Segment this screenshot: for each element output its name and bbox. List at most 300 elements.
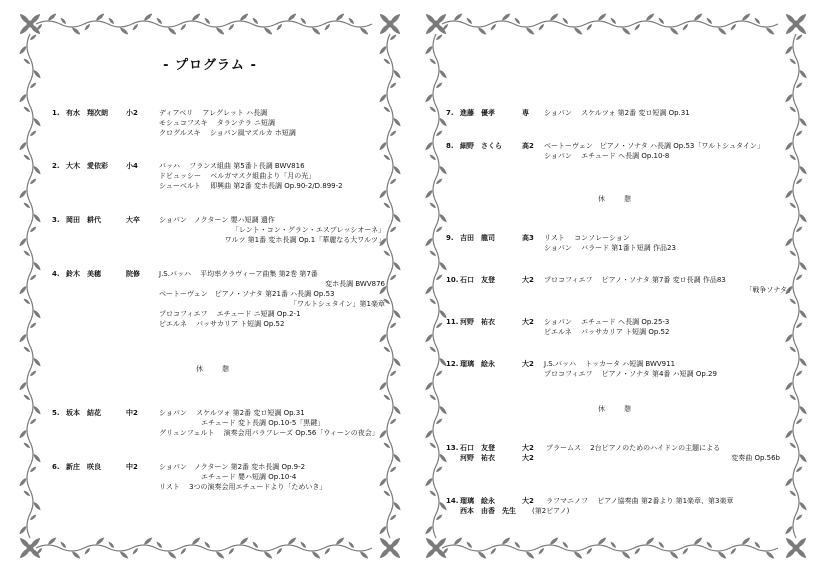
vine-leaf [156, 17, 163, 25]
program-entry-13 [446, 443, 796, 465]
vine-leaf [789, 58, 797, 65]
vine-leaf [383, 250, 391, 257]
vine-leaf [28, 22, 41, 35]
vine-leaf [501, 536, 511, 546]
vine-leaf [388, 536, 401, 549]
vine-leaf [392, 117, 402, 127]
vine-leaf [32, 357, 42, 367]
vine-leaf [429, 58, 437, 65]
piece-line: エチュード 変ト長調 Op.10-5「黒鍵」 [201, 419, 325, 427]
vine-leaf [23, 154, 31, 161]
vine-leaf [60, 17, 67, 25]
performer-grade: 専 [522, 109, 529, 117]
vine-leaf [378, 333, 388, 343]
vine-leaf [435, 514, 443, 521]
vine-leaf [730, 23, 737, 31]
vine-leaf [645, 12, 655, 22]
vine-leaf [335, 536, 345, 546]
vine-leaf [438, 261, 448, 271]
vine-leaf [784, 477, 794, 487]
performer-grade: 大2 [522, 318, 534, 326]
right-program-page [422, 4, 810, 568]
piece-list [546, 443, 780, 463]
program-entry-6 [52, 462, 392, 494]
vine-leaf [263, 550, 273, 560]
vine-leaf [435, 322, 443, 329]
entry-number: 5. [52, 409, 60, 417]
vine-leaf [645, 536, 655, 546]
piece-line: ショパン ノクターン 第2番 変ホ長調 Op.9-2 [159, 463, 306, 471]
vine-leaf [424, 12, 437, 25]
vine-leaf [95, 536, 105, 546]
vine-leaf [798, 453, 808, 463]
vine-leaf [378, 525, 388, 535]
piece-line: ピエルネ パッサカリア ト短調 Op.52 [159, 320, 285, 328]
vine-leaf [434, 22, 447, 35]
performer-name: 石口 友登 [460, 276, 495, 284]
piece-list [544, 317, 784, 337]
vine-leaf [424, 189, 434, 199]
vine-leaf [263, 26, 273, 36]
vine-leaf [383, 154, 391, 161]
vine-leaf [754, 17, 761, 25]
vine-leaf [392, 213, 402, 223]
vine-leaf [143, 12, 153, 22]
piece-line: J.S.バッハ トッカータ ハ短調 BWV911 [544, 360, 676, 368]
performer-name: 鈴木 美穂 [66, 270, 101, 278]
piece-line: プロコフィエフ エチュード ニ短調 Op.2-1 [159, 310, 301, 318]
vine-leaf [388, 12, 401, 25]
vine-leaf [784, 429, 794, 439]
performer-name: 瑠璃 絵永 [460, 497, 495, 505]
piece-list [159, 269, 385, 329]
performer-grade: 中2 [126, 409, 138, 417]
performer-name: 坂本 結花 [66, 409, 101, 417]
vine-leaf [108, 541, 115, 549]
vine-leaf [634, 23, 641, 31]
vine-leaf [610, 17, 617, 25]
vine-leaf [434, 12, 447, 25]
vine-leaf [794, 22, 807, 35]
vine-leaf [789, 394, 797, 401]
vine-leaf [424, 141, 434, 151]
vine-leaf [573, 26, 583, 36]
vine-leaf [424, 546, 437, 559]
vine-leaf [156, 541, 163, 549]
vine-leaf [538, 23, 545, 31]
vine-leaf [717, 26, 727, 36]
vine-leaf [754, 541, 761, 549]
piece-line: 変ホ長調 BWV876 [325, 280, 385, 288]
vine-stem [442, 21, 778, 27]
vine-leaf [741, 12, 751, 22]
entry-number: 11. [446, 318, 459, 326]
vine-leaf [18, 536, 31, 549]
vine-leaf [682, 547, 689, 555]
vine-leaf [392, 309, 402, 319]
vine-leaf [204, 541, 211, 549]
performer-grade: 大2 [522, 276, 534, 284]
piece-line: ショパン ノクターン 嬰ハ短調 遺作 [159, 216, 275, 224]
vine-leaf [798, 357, 808, 367]
vine-leaf [18, 429, 28, 439]
vine-leaf [239, 12, 249, 22]
vine-leaf [191, 536, 201, 546]
vine-leaf [348, 17, 355, 25]
vine-leaf [84, 547, 91, 555]
vine-leaf [18, 93, 28, 103]
intermission-label: 休 憩 [196, 365, 235, 373]
vine-leaf [784, 12, 797, 25]
vine-leaf [434, 536, 447, 549]
performer-name: 新庄 咲良 [66, 463, 101, 471]
entry-number: 8. [446, 142, 454, 150]
vine-leaf [424, 429, 434, 439]
vine-leaf [706, 541, 713, 549]
piece-line: ショパン スケルツォ 第2番 変ロ短調 Op.31 [544, 109, 690, 117]
vine-leaf [383, 202, 391, 209]
vine-leaf [525, 26, 535, 36]
vine-leaf [784, 536, 797, 549]
vine-leaf [784, 189, 794, 199]
entry-number: 10. [446, 276, 459, 284]
vine-leaf [29, 514, 37, 521]
vine-leaf [71, 550, 81, 560]
vine-leaf [392, 165, 402, 175]
vine-leaf [795, 322, 803, 329]
vine-leaf [621, 26, 631, 36]
vine-leaf [18, 525, 28, 535]
vine-leaf [424, 333, 434, 343]
vine-leaf [32, 453, 42, 463]
vine-leaf [424, 22, 437, 35]
teacher-name: 西本 由香 先生 [460, 507, 516, 515]
vine-leaf [378, 93, 388, 103]
vine-leaf [32, 501, 42, 511]
vine-leaf [108, 17, 115, 25]
entry-number: 4. [52, 270, 60, 278]
vine-leaf [789, 202, 797, 209]
vine-leaf [438, 405, 448, 415]
vine-leaf [794, 536, 807, 549]
vine-leaf [789, 298, 797, 305]
vine-leaf [435, 418, 443, 425]
vine-leaf [167, 26, 177, 36]
piece-line: ディアベリ アレグレット ハ長調 [159, 109, 268, 117]
vine-leaf [789, 346, 797, 353]
vine-leaf [586, 23, 593, 31]
vine-leaf [741, 536, 751, 546]
vine-leaf [18, 285, 28, 295]
vine-leaf [18, 381, 28, 391]
performer-grade: 大2 [522, 497, 534, 505]
piece-line: ワルツ 第1番 変ホ長調 Op.1「華麗なる大ワルツ」 [224, 236, 385, 244]
piece-line: 「レント・コン・グラン・エスプレッシオーネ」 [231, 226, 385, 234]
piece-line: 「戦争ソナタ」 [745, 286, 794, 294]
vine-leaf [597, 536, 607, 546]
vine-leaf [29, 34, 37, 41]
entry-number: 9. [446, 234, 454, 242]
program-title: - プログラム - [163, 58, 257, 73]
vine-leaf [798, 117, 808, 127]
vine-leaf [29, 274, 37, 281]
vine-leaf [335, 12, 345, 22]
vine-leaf [23, 394, 31, 401]
vine-leaf [18, 189, 28, 199]
vine-leaf [424, 536, 437, 549]
vine-leaf [167, 550, 177, 560]
vine-leaf [424, 45, 434, 55]
vine-leaf [795, 178, 803, 185]
vine-leaf [693, 12, 703, 22]
piece-list [544, 275, 794, 295]
vine-leaf [276, 23, 283, 31]
vine-leaf [95, 12, 105, 22]
program-entry-5 [52, 408, 392, 440]
performer-grade: 大2 [522, 360, 534, 368]
vine-leaf [490, 23, 497, 31]
vine-leaf [597, 12, 607, 22]
vine-leaf [429, 298, 437, 305]
vine-leaf [378, 536, 391, 549]
performer-name: 吉田 龍司 [460, 234, 495, 242]
vine-leaf [466, 17, 473, 25]
vine-leaf [29, 178, 37, 185]
vine-leaf [438, 69, 448, 79]
vine-leaf [324, 23, 331, 31]
performer-grade: 中2 [126, 463, 138, 471]
vine-leaf [669, 26, 679, 36]
vine-stem [36, 21, 372, 27]
vine-leaf [378, 22, 391, 35]
piece-list [159, 108, 385, 138]
vine-leaf [795, 274, 803, 281]
program-entry-14 [446, 496, 796, 518]
vine-leaf [311, 26, 321, 36]
piece-line: シューベルト 即興曲 第2番 変ホ長調 Op.90-2/D.899-2 [159, 182, 343, 190]
vine-leaf [795, 418, 803, 425]
vine-leaf [324, 547, 331, 555]
program-entry-10 [446, 275, 796, 297]
vine-leaf [453, 536, 463, 546]
vine-leaf [389, 82, 397, 89]
piece-line: ベートーヴェン ピアノ・ソナタ ハ長調 Op.53「ワルトシュタイン」 [544, 142, 764, 150]
vine-leaf [717, 550, 727, 560]
vine-leaf [693, 536, 703, 546]
vine-leaf [795, 370, 803, 377]
vine-leaf [388, 546, 401, 559]
vine-leaf [794, 546, 807, 559]
vine-leaf [383, 346, 391, 353]
vine-leaf [798, 165, 808, 175]
vine-leaf [32, 117, 42, 127]
vine-leaf [424, 93, 434, 103]
vine-leaf [798, 501, 808, 511]
vine-leaf [132, 547, 139, 555]
vine-leaf [287, 536, 297, 546]
piece-list [544, 141, 784, 161]
vine-leaf [383, 442, 391, 449]
vine-leaf [18, 141, 28, 151]
vine-leaf [438, 213, 448, 223]
vine-leaf [28, 12, 41, 25]
vine-leaf [798, 405, 808, 415]
entry-number: 2. [52, 162, 60, 170]
vine-leaf [180, 23, 187, 31]
piece-line: リスト コンソレーション [544, 234, 630, 242]
vine-leaf [388, 22, 401, 35]
vine-leaf [795, 130, 803, 137]
vine-leaf [378, 381, 388, 391]
piece-line: プロコフィエフ ピアノ・ソナタ 第7番 変ロ長調 作品83 [544, 276, 726, 284]
piece-line: ショパン エチュード ヘ長調 Op.10-8 [544, 152, 670, 160]
vine-leaf [501, 12, 511, 22]
vine-leaf [784, 93, 794, 103]
vine-leaf [453, 12, 463, 22]
piece-list [159, 161, 385, 191]
vine-leaf [795, 514, 803, 521]
vine-leaf [29, 226, 37, 233]
left-program-page [16, 4, 404, 568]
program-entry-4 [52, 269, 392, 331]
piece-line: エチュード 嬰ハ短調 Op.10-4 [201, 473, 297, 481]
vine-leaf [18, 477, 28, 487]
piece-list [544, 233, 784, 253]
vine-leaf [477, 26, 487, 36]
vine-leaf [610, 541, 617, 549]
vine-leaf [634, 547, 641, 555]
vine-leaf [706, 17, 713, 25]
vine-leaf [435, 130, 443, 137]
vine-leaf [424, 477, 434, 487]
vine-leaf [287, 12, 297, 22]
vine-leaf [47, 536, 57, 546]
vine-leaf [359, 550, 369, 560]
entry-number: 7. [446, 109, 454, 117]
vine-leaf [215, 26, 225, 36]
vine-leaf [784, 22, 797, 35]
entry-number: 13. [446, 444, 459, 452]
vine-leaf [784, 546, 797, 559]
vine-leaf [424, 237, 434, 247]
piece-line: モシュコフスキ タランテラ ニ短調 [159, 119, 276, 127]
vine-leaf [429, 250, 437, 257]
vine-leaf [392, 501, 402, 511]
performer-grade: 高2 [522, 142, 534, 150]
entry-number: 12. [446, 360, 459, 368]
vine-leaf [191, 12, 201, 22]
vine-leaf [435, 82, 443, 89]
vine-leaf [392, 357, 402, 367]
piece-line: 変奏曲 Op.56b [731, 454, 780, 462]
piece-line: J.S.バッハ 平均率クラヴィーア曲集 第2巻 第7番 [159, 270, 318, 278]
program-entry-7 [446, 108, 796, 120]
entry-number: 1. [52, 109, 60, 117]
vine-leaf [18, 22, 31, 35]
piece-list [159, 462, 385, 492]
vine-leaf [228, 547, 235, 555]
performer-name: 進藤 優孝 [460, 109, 495, 117]
vine-leaf [32, 309, 42, 319]
vine-leaf [658, 541, 665, 549]
vine-leaf [204, 17, 211, 25]
performer-name: 岡田 耕代 [66, 216, 101, 224]
vine-leaf [29, 370, 37, 377]
vine-leaf [32, 261, 42, 271]
vine-leaf [765, 550, 775, 560]
vine-leaf [311, 550, 321, 560]
vine-leaf [359, 26, 369, 36]
performer-grade: 小4 [126, 162, 138, 170]
program-entry-8 [446, 141, 796, 163]
vine-leaf [18, 546, 31, 559]
piece-list [159, 215, 385, 245]
vine-leaf [798, 261, 808, 271]
entry-number: 14. [446, 497, 459, 505]
vine-leaf [29, 466, 37, 473]
vine-leaf [119, 550, 129, 560]
vine-leaf [29, 418, 37, 425]
vine-leaf [784, 45, 794, 55]
vine-leaf [435, 34, 443, 41]
entry-number: 6. [52, 463, 60, 471]
vine-leaf [71, 26, 81, 36]
piece-line: ショパン エチュード ヘ長調 Op.25-3 [544, 318, 670, 326]
vine-leaf [562, 17, 569, 25]
vine-leaf [47, 12, 57, 22]
vine-leaf [435, 274, 443, 281]
vine-leaf [438, 165, 448, 175]
program-entry-11 [446, 317, 796, 339]
performer-name: 有水 翔次朗 [66, 109, 108, 117]
vine-leaf [132, 23, 139, 31]
piece-list [544, 108, 784, 118]
vine-leaf [435, 226, 443, 233]
vine-leaf [276, 547, 283, 555]
intermission-label: 休 憩 [598, 195, 637, 203]
second-performer-name: 河野 祐衣 [460, 454, 495, 462]
vine-leaf [514, 17, 521, 25]
vine-leaf [239, 536, 249, 546]
vine-leaf [252, 17, 259, 25]
performer-name: 細野 さくら [460, 142, 502, 150]
vine-leaf [28, 546, 41, 559]
vine-leaf [514, 541, 521, 549]
piece-line: ショパン スケルツォ 第2番 変ロ短調 Op.31 [159, 409, 305, 417]
vine-leaf [477, 550, 487, 560]
vine-leaf [795, 82, 803, 89]
vine-leaf [389, 370, 397, 377]
vine-leaf [60, 541, 67, 549]
vine-leaf [784, 525, 794, 535]
vine-leaf [490, 547, 497, 555]
program-entry-12 [446, 359, 796, 381]
performer-grade: 大卒 [126, 216, 140, 224]
vine-leaf [18, 333, 28, 343]
vine-leaf [429, 394, 437, 401]
vine-leaf [573, 550, 583, 560]
vine-leaf [682, 23, 689, 31]
vine-leaf [28, 536, 41, 549]
performer-grade: 高3 [522, 234, 534, 242]
performer-grade: 小2 [126, 109, 138, 117]
vine-leaf [23, 298, 31, 305]
vine-leaf [424, 525, 434, 535]
vine-leaf [795, 226, 803, 233]
vine-leaf [18, 237, 28, 247]
vine-leaf [84, 23, 91, 31]
piece-line: ベートーヴェン ピアノ・ソナタ 第21番 ハ長調 Op.53 [159, 290, 335, 298]
